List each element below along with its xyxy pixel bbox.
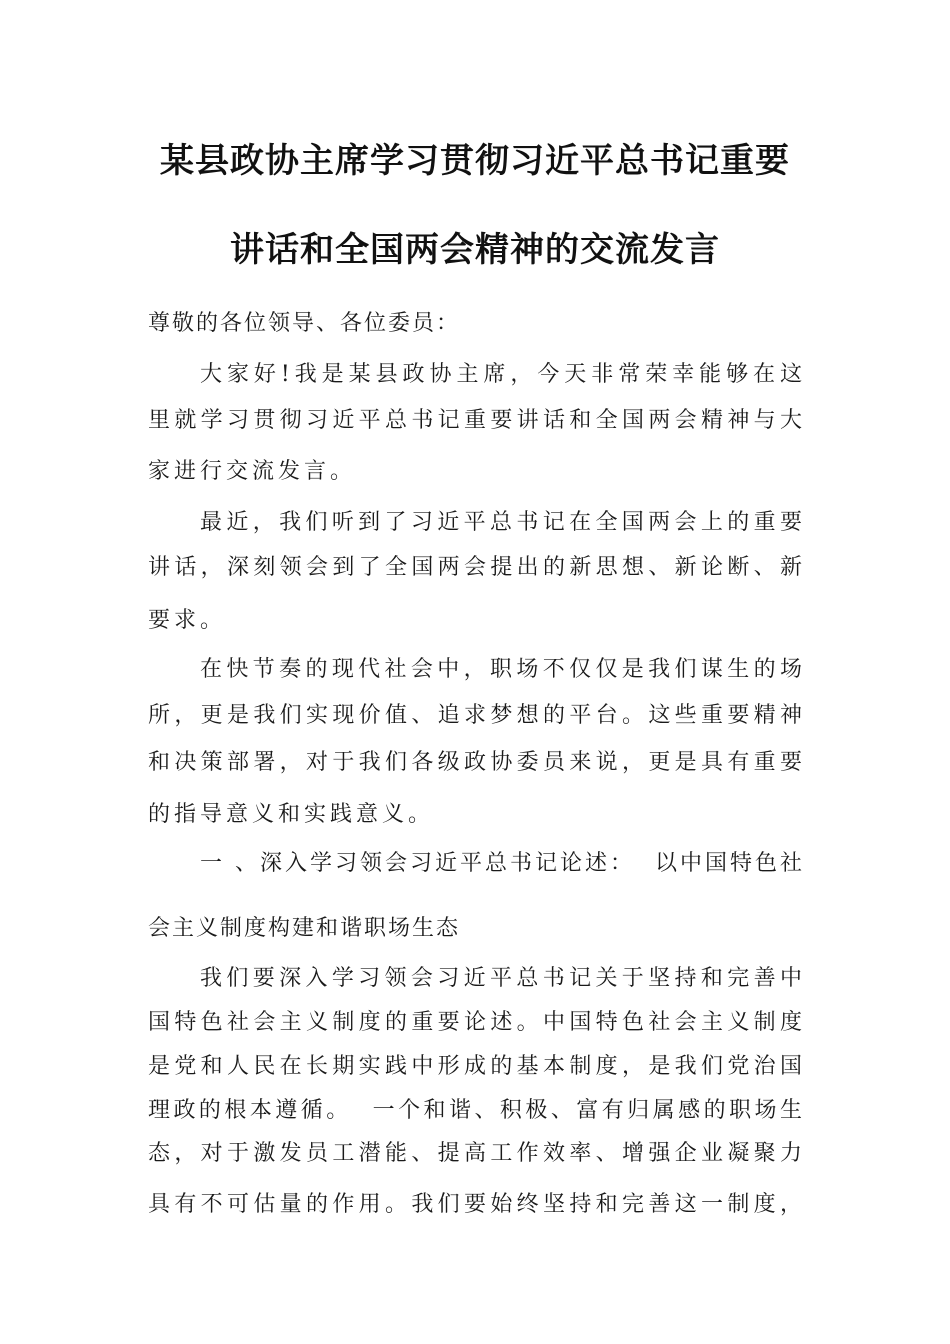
paragraph-line: 家进行交流发言。	[148, 459, 357, 484]
paragraph-line: 国特色社会主义制度的重要论述。中国特色社会主义制度	[148, 1010, 802, 1035]
paragraph-line: 在快节奏的现代社会中，职场不仅仅是我们谋生的场	[200, 657, 802, 682]
paragraph-line: 我们要深入学习领会习近平总书记关于坚持和完善中	[200, 966, 802, 991]
paragraph-line: 的指导意义和实践意义。	[148, 802, 435, 827]
paragraph-line: 所，更是我们实现价值、追求梦想的平台。这些重要精神	[148, 703, 802, 728]
section-heading-line: 一 、深入学习领会习近平总书记论述： 以中国特色社	[200, 851, 802, 876]
paragraph-line: 要求。	[148, 608, 227, 633]
document-title-line-1: 某县政协主席学习贯彻习近平总书记重要	[160, 141, 790, 181]
paragraph-line: 讲话，深刻领会到了全国两会提出的新思想、新论断、新	[148, 555, 802, 580]
paragraph-line: 里就学习贯彻习近平总书记重要讲话和全国两会精神与大	[148, 408, 802, 433]
document-title-line-2: 讲话和全国两会精神的交流发言	[230, 230, 720, 270]
paragraph-line: 是党和人民在长期实践中形成的基本制度，是我们党治国	[148, 1054, 802, 1079]
paragraph-line: 理政的根本遵循。 一个和谐、积极、富有归属感的职场生	[148, 1098, 802, 1123]
paragraph-line: 态，对于激发员工潜能、提高工作效率、增强企业凝聚力	[148, 1141, 802, 1166]
paragraph-line: 具有不可估量的作用。我们要始终坚持和完善这一制度，	[148, 1192, 802, 1217]
paragraph-line: 最近，我们听到了习近平总书记在全国两会上的重要	[200, 510, 802, 535]
paragraph-line: 和决策部署，对于我们各级政协委员来说，更是具有重要	[148, 750, 802, 775]
paragraph-line: 大家好!我是某县政协主席，今天非常荣幸能够在这	[200, 362, 802, 387]
salutation: 尊敬的各位领导、各位委员：	[148, 311, 461, 336]
section-heading-line: 会主义制度构建和谐职场生态	[148, 916, 461, 941]
